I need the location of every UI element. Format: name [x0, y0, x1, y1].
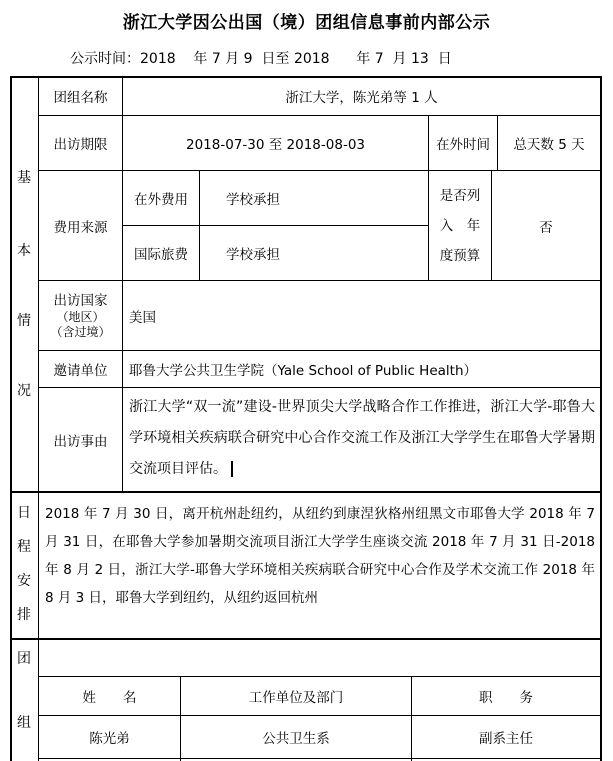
section-label-basic-4: 况: [17, 383, 31, 399]
group-name-value: 浙江大学，陈光弟等 1 人: [285, 90, 438, 106]
travel-cost-label: 国际旅费: [134, 247, 188, 263]
budget-value: 否: [539, 219, 553, 236]
border-right: [600, 76, 602, 761]
country-label-sub-1: （地区）: [56, 309, 105, 324]
section-label-basic-2: 本: [17, 243, 31, 259]
section-label-schedule-4: 排: [17, 607, 31, 623]
budget-label-line-1: 是否列: [439, 187, 481, 204]
member-unit: 公共卫生系: [262, 731, 330, 747]
col-divider-section: [38, 491, 39, 639]
publication-time: 公示时间：2018 年 7 月 9 日至 2018 年 7 月 13 日: [70, 51, 452, 67]
border-left: [10, 76, 12, 761]
member-position: 副系主任: [479, 731, 533, 747]
section-label-basic-3: 情: [17, 313, 31, 329]
country-label-sub-2: （含过境）: [50, 324, 111, 339]
funding-label: 费用来源: [53, 219, 108, 236]
section-divider: [10, 638, 602, 640]
section-label-basic-1: 基: [17, 170, 31, 186]
schedule-text: 2018 年 7 月 30 日，离开杭州赴纽约，从纽约到康涅狄格州纽黑文市耶鲁大学 2018 年 7 月 31 日，在耶鲁大学参加暑期交流项目浙江大学学生座谈交流 2018 年 7 月 31 日-2018 年 8 月 2 日，浙江大学-耶鲁大学环境相关疾病联合研究中心合作及学术交流工作 2018 年 8 月 3 日，耶鲁大学到纽约，从纽约返回杭州: [45, 506, 595, 606]
member-name: 陈光弟: [89, 731, 130, 747]
section-label-schedule-1: 日: [17, 505, 31, 521]
section-divider: [10, 491, 602, 493]
group-name-label: 团组名称: [53, 90, 108, 106]
section-label-schedule-2: 程: [17, 539, 31, 555]
abroad-cost-label: 在外费用: [134, 192, 188, 208]
members-header-unit: 工作单位及部门: [248, 690, 344, 706]
inviter-value: 耶鲁大学公共卫生学院（Yale School of Public Health）: [129, 363, 477, 379]
page-title: 浙江大学因公出国（境）团组信息事前内部公示: [122, 13, 491, 33]
budget-label-line-3: 度预算: [439, 247, 481, 264]
abroad-cost-value: 学校承担: [226, 192, 280, 208]
budget-label-line-2: 入 年: [439, 217, 481, 234]
abroad-time-label: 在外时间: [436, 137, 490, 153]
row-line: [38, 387, 601, 388]
country-value: 美国: [129, 309, 156, 326]
country-label: [39, 281, 122, 350]
travel-cost-value: 学校承担: [226, 247, 280, 263]
section-label-schedule-3: 安: [17, 573, 31, 589]
section-label-members-2: 组: [17, 715, 31, 731]
period-label: 出访期限: [53, 137, 108, 153]
inviter-label: 邀请单位: [53, 363, 108, 379]
row-line: [38, 758, 601, 759]
purpose-label: 出访事由: [53, 433, 108, 450]
abroad-time-value: 总天数 5 天: [513, 137, 585, 153]
country-label-main: 出访国家: [53, 292, 108, 309]
section-label-members-1: 团: [17, 651, 31, 667]
budget-label: [429, 171, 491, 280]
members-header-position: 职 务: [479, 690, 533, 706]
purpose-text: 浙江大学“双一流”建设-世界顶尖大学战略合作工作推进，浙江大学-耶鲁大学环境相关疾病联合研究中心合作交流工作及浙江大学学生在耶鲁大学暑期交流项目评估。: [129, 399, 595, 477]
text-cursor: [231, 461, 233, 477]
members-header-name: 姓 名: [82, 690, 137, 706]
purpose-value: [129, 392, 595, 488]
period-value: 2018-07-30 至 2018-08-03: [186, 137, 365, 153]
